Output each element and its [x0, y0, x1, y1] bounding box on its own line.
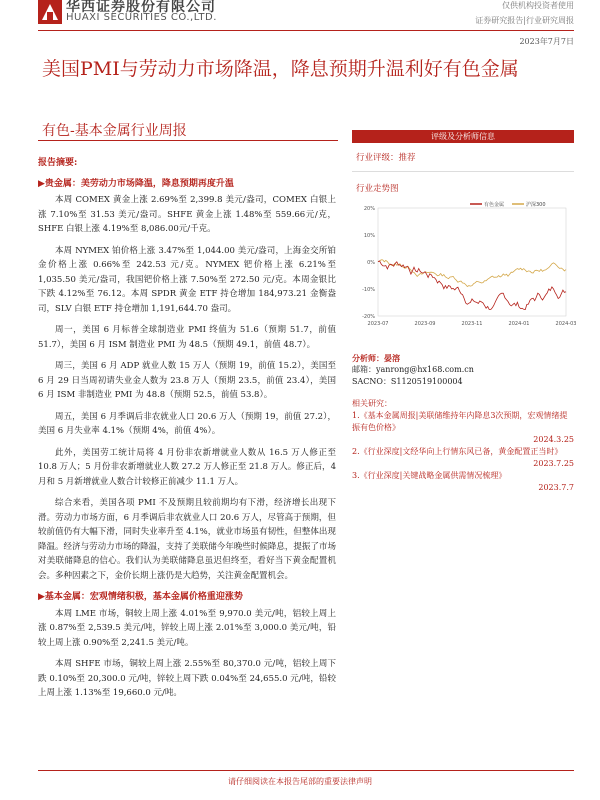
analyst-info — [352, 352, 574, 388]
paragraph: 本周 COMEX 黄金上涨 2.69%至 2,399.8 美元/盎司，COMEX 白银上涨 7.10%至 31.53 美元/盎司。SHFE 黄金上涨 1.48%至 559.66元/克，SHFE 白银上涨 4.19%至 8,086.00元/千克。 — [38, 195, 336, 234]
y-tick-label: -10% — [362, 287, 375, 293]
footer-divider — [38, 770, 574, 771]
legend-label-2: 沪深300 — [526, 202, 546, 208]
page-subtitle: 有色-基本金属行业周报 — [42, 123, 187, 139]
rating-box-header: 评级及分析师信息 — [352, 130, 574, 143]
section-precious-metals-title: ▶贵金属：美劳动力市场降温，降息预期再度升温 — [38, 178, 234, 189]
report-date: 2023年7月7日 — [519, 37, 574, 46]
paragraph: 周三，美国 6 月 ADP 就业人数 15 万人（预期 19，前值 15.2），美国至 6 月 29 日当周初请失业金人数为 23.8 万人（预期 23.5，前值 23.4），美国 6 月 ISM 非制造业 PMI 为 48.8（预期 52.5，前值 53.8）。 — [38, 361, 336, 400]
x-tick-label: 2024-03 — [555, 321, 577, 327]
y-tick-label: 10% — [363, 233, 375, 239]
subtitle-divider — [38, 140, 338, 141]
header-audience: 仅供机构投资者使用 — [502, 1, 574, 10]
x-tick-label: 2023-11 — [461, 321, 483, 327]
paragraph: 本周 NYMEX 铂价格上涨 3.47%至 1,044.00 美元/盎司，上海金交所铂金价格上涨 0.66%至 242.53 元/克。NYMEX 钯价格上涨 6.21%至 1,035.50 美元/盎司，我国钯价格上涨 7.50%至 272.50 元/克。本周金银比下跌 4.12%至 76.12。本周 SPDR 黄金 ETF 持仓增加 184,973.21 金衡盎司，SLV 白银 ETF 持仓增加 1,191,644.70 盎司。 — [38, 245, 336, 314]
paragraph: 本周 SHFE 市场，铜较上周上涨 2.55%至 80,370.0 元/吨，铝较上周下跌 0.10%至 20,300.0 元/吨，锌较上周下跌 0.04%至 24,655.0 元/吨，铅较上周上涨 1.13%至 19,660.0 元/吨。 — [38, 659, 336, 698]
sidebar — [352, 130, 577, 494]
analyst-name: 分析师：晏溶 — [352, 353, 400, 363]
trend-chart-label: 行业走势图 — [356, 184, 399, 194]
header-divider — [38, 30, 574, 31]
y-tick-label: -20% — [362, 314, 375, 320]
analyst-email[interactable]: 邮箱：yanrong@hx168.com.cn — [352, 365, 474, 374]
x-tick-label: 2023-07 — [367, 321, 389, 327]
legend-label-1: 有色金属 — [484, 202, 505, 208]
related-label: 相关研究： — [352, 399, 392, 408]
paragraph: 周五，美国 6 月季调后非农就业人口 20.6 万人（预期 19，前值 27.2），美国 6 月失业率 4.1%（预期 4%，前值 4%）。 — [38, 411, 336, 436]
footer-disclaimer: 请仔细阅读在本报告尾部的重要法律声明 — [228, 777, 372, 786]
y-tick-label: 20% — [363, 206, 375, 212]
related-item[interactable]: 1.《基本金属周报|美联储维持年内降息3次预期，宏观情绪提振有色价格》 2024.3.25 — [352, 411, 574, 444]
page-title: 美国PMI与劳动力市场降温，降息预期升温利好有色金属 — [42, 58, 519, 80]
paragraph: 此外，美国劳工统计局将 4 月份非农新增就业人数从 16.5 万人修正至 10.8 万人；5 月份非农新增就业人数 27.2 万人修正至 21.8 万人。修正后，4 月和 5 月新增就业人数合计较修正前减少 11.1 万人。 — [38, 447, 336, 487]
series-line-hs300 — [378, 260, 566, 287]
analyst-sacno: SACNO：S1120519100004 — [352, 377, 463, 386]
x-tick-label: 2023-09 — [414, 321, 436, 327]
summary-column — [38, 156, 336, 708]
related-research — [352, 398, 574, 494]
y-tick-label: 0% — [367, 260, 375, 266]
x-tick-label: 2024-01 — [508, 321, 530, 327]
related-item[interactable]: 3.《行业深度|关键战略金属供需情况梳理》 2023.7.7 — [352, 471, 574, 492]
logo-chinese: 华西证券股份有限公司 — [66, 0, 216, 15]
paragraph: 周一，美国 6 月标普全球制造业 PMI 终值为 51.6（预期 51.7，前值 51.7），美国 6 月 ISM 制造业 PMI 为 48.5（预期 49.1，前值 48.7）。 — [38, 325, 336, 350]
logo-english: HUAXI SECURITIES CO.,LTD. — [66, 12, 217, 23]
paragraph: 综合来看，美国各项 PMI 不及预期且较前期均有下滑，经济增长出现下滑。劳动力市场方面，6 月季调后非农就业人口 20.6 万人，尽管高于预期，但较前值仍有大幅下滑，同时失业率升至 4.1%，就业市场虽有韧性，但整体出现降温。经济与劳动力市场的降温，支持了美联储今年晚些时候降息，提振了市场对美联储降息的信心。我们认为美联储降息虽迟但终至，看好当下黄金配置机会。多种因素之下，金价长期上涨仍是大趋势，关注黄金配置机会。 — [38, 498, 336, 581]
paragraph: 本周 LME 市场，铜较上周上涨 4.01%至 9,970.0 美元/吨，铝较上周上涨 0.87%至 2,539.5 美元/吨，锌较上周上涨 2.01%至 3,000.0 美元/吨，铅较上周上涨 0.90%至 2,241.5 美元/吨。 — [38, 608, 336, 648]
trend-chart — [352, 198, 577, 338]
header-report-type: 证券研究报告|行业研究周报 — [475, 16, 574, 25]
related-item[interactable]: 2.《行业深度|文经华向上行情东风已备，黄金配置正当时》 2023.7.25 — [352, 447, 574, 468]
section-base-metals-title: ▶基本金属：宏观情绪积极，基本金属价格重迎涨势 — [38, 592, 243, 602]
huaxi-logo-icon — [38, 0, 62, 24]
summary-heading: 报告摘要: — [38, 158, 78, 168]
industry-rating: 行业评级：推荐 — [352, 143, 574, 172]
